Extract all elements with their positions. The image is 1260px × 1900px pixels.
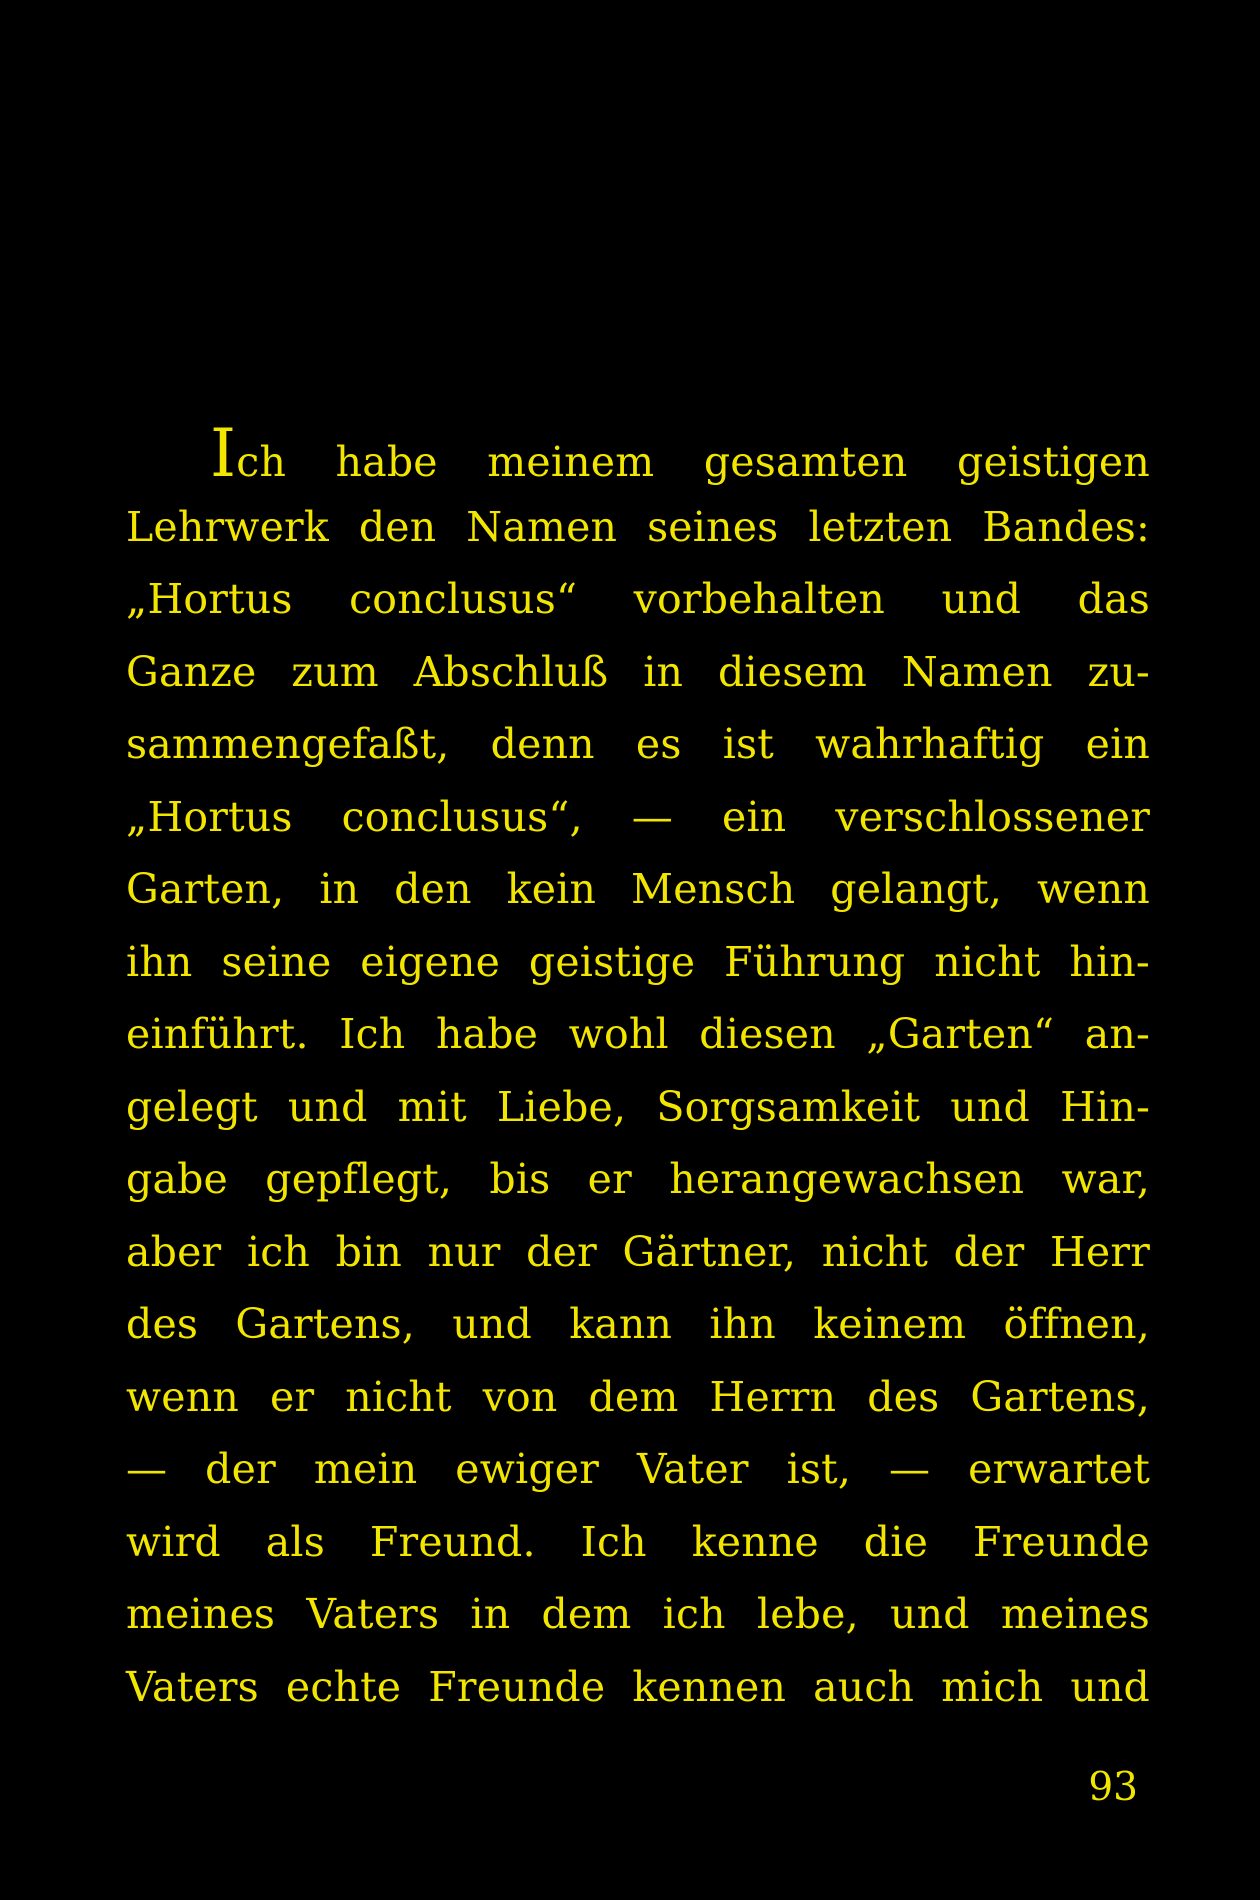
text-line-14: wenn er nicht von dem Herrn des Gartens, <box>126 1372 1150 1421</box>
text-line-4: Ganze zum Abschluß in diesem Namen zu- <box>126 647 1150 696</box>
text-line-16: wird als Freund. Ich kenne die Freunde <box>126 1517 1150 1566</box>
page-number: 93 <box>1088 1765 1138 1810</box>
text-line-11: gabe gepflegt, bis er herangewachsen war, <box>126 1155 1150 1203</box>
text-line-15: — der mein ewiger Vater ist, — erwartet <box>126 1445 1150 1493</box>
text-line-8: ihn seine eigene geistige Führung nicht hin- <box>126 937 1150 986</box>
text-line-6: „Hortus conclusus“, — ein verschlossener <box>126 792 1150 841</box>
text-line-5: sammengefaßt, denn es ist wahrhaftig ein <box>126 720 1150 768</box>
text-line-18: Vaters echte Freunde kennen auch mich und <box>126 1662 1150 1711</box>
text-line-17: meines Vaters in dem ich lebe, und meines <box>126 1590 1150 1638</box>
text-line-1 <box>126 415 1150 492</box>
text-line-3: „Hortus conclusus“ vorbehalten und das <box>126 575 1150 623</box>
text-line-2: Lehrwerk den Namen seines letzten Bandes: <box>126 502 1150 551</box>
text-line-13: des Gartens, und kann ihn keinem öffnen, <box>126 1300 1150 1348</box>
initial-letter: I <box>210 415 237 492</box>
first-line-text: ch habe meinem gesamten geistigen <box>236 438 1150 486</box>
text-line-9: einführt. Ich habe wohl diesen „Garten“ an- <box>126 1010 1150 1058</box>
text-line-7: Garten, in den kein Mensch gelangt, wenn <box>126 865 1150 913</box>
text-line-10: gelegt und mit Liebe, Sorgsamkeit und Hin- <box>126 1082 1150 1131</box>
text-line-12: aber ich bin nur der Gärtner, nicht der Herr <box>126 1227 1150 1276</box>
body-text <box>126 415 1150 1723</box>
